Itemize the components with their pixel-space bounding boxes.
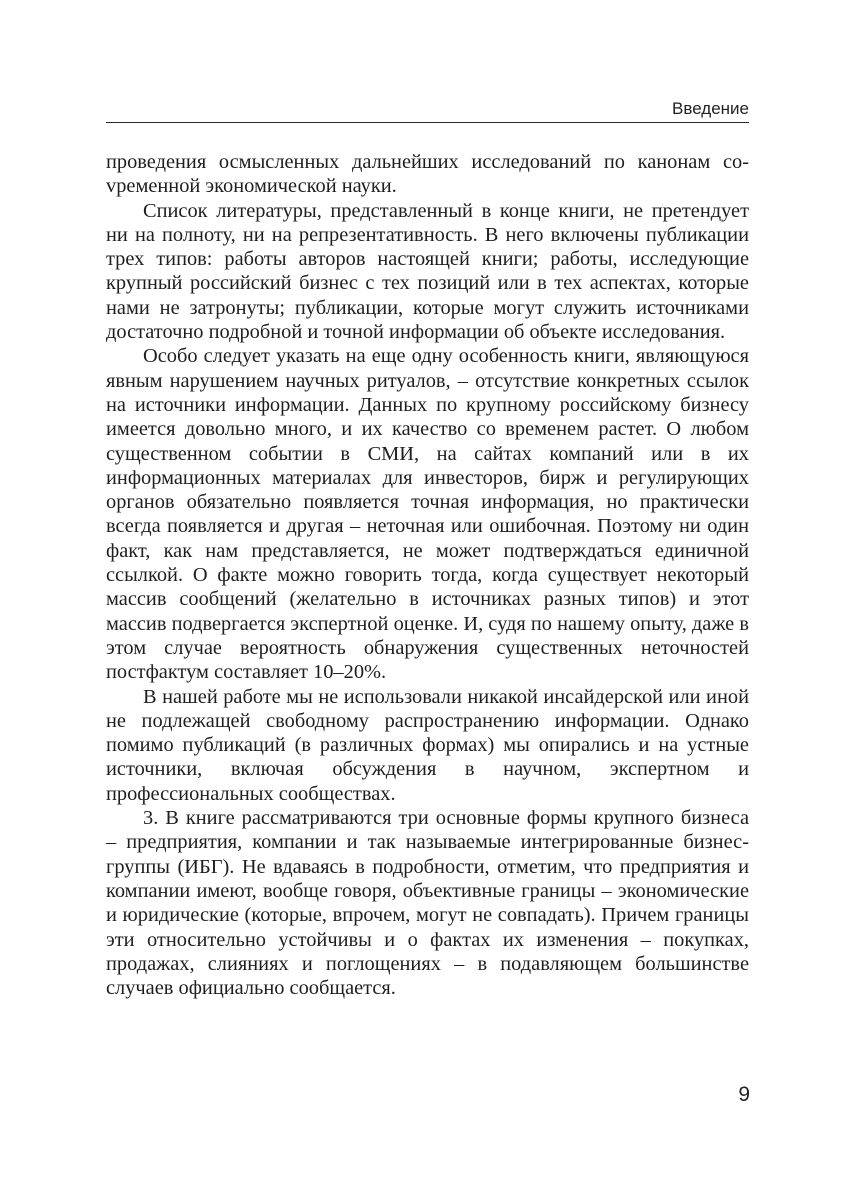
paragraph-3: Особо следует указать на еще одну особенность книги, являющуюся явным нарушением научных ритуалов, – отсутствие конкретных ссылок на источники информации. Данных по крупному российскому бизнесу имеется довольно много, и их качество со временем растет. О любом существенном событии в СМИ, на сайтах компаний или в их информационных материалах для инвесторов, бирж и регулирующих органов обязательно появляется точная информация, но практически всегда появляется и другая – неточная или ошибочная. Поэтому ни один факт, как нам представляется, не может подтверждаться единичной ссылкой. О факте можно говорить тогда, когда существует некоторый массив сообщений (желательно в источниках разных типов) и этот массив подвергается экспертной оценке. И, судя по нашему опыту, даже в этом случае вероятность обнаружения существенных неточностей постфактум составляет 10–20%. [106, 345, 749, 684]
paragraph-5: 3. В книге рассматриваются три основные формы крупного бизнеса – предприятия, компании и так называемые интегрированные бизнес-группы (ИБГ). Не вдаваясь в подробности, отметим, что предприятия и компании имеют, вообще говоря, объективные границы – экономические и юридические (которые, впрочем, могут не совпадать). Причем границы эти относительно устойчивы и о фактах их изменения – покупках, продажах, слияниях и поглощениях – в подавляющем большинстве случаев официально сообщается. [106, 807, 749, 1000]
running-title: Введение [672, 99, 749, 118]
paragraph-4: В нашей работе мы не использовали никакой инсайдерской или иной не подлежащей свободному распространению информации. Однако помимо публикаций (в различных формах) мы опирались и на устные источники, включая обсуждения в научном, экспертном и профессиональных сообществах. [106, 685, 749, 805]
paragraph-2: Список литературы, представленный в конце книги, не претендует ни на полноту, ни на репрезентативность. В него включены публикации трех типов: работы авторов настоящей книги; работы, исследующие крупный российский бизнес с тех позиций или в тех аспектах, которые нами не затронуты; публикации, которые могут служить источниками достаточно подробной и точной информации об объекте исследования. [106, 199, 749, 344]
page-number: 9 [738, 1083, 750, 1106]
body-text [106, 150, 749, 1000]
paragraph-1: проведения осмысленных дальнейших исследований по канонам соvременной экономической науки. [106, 151, 749, 198]
running-header [106, 98, 749, 123]
